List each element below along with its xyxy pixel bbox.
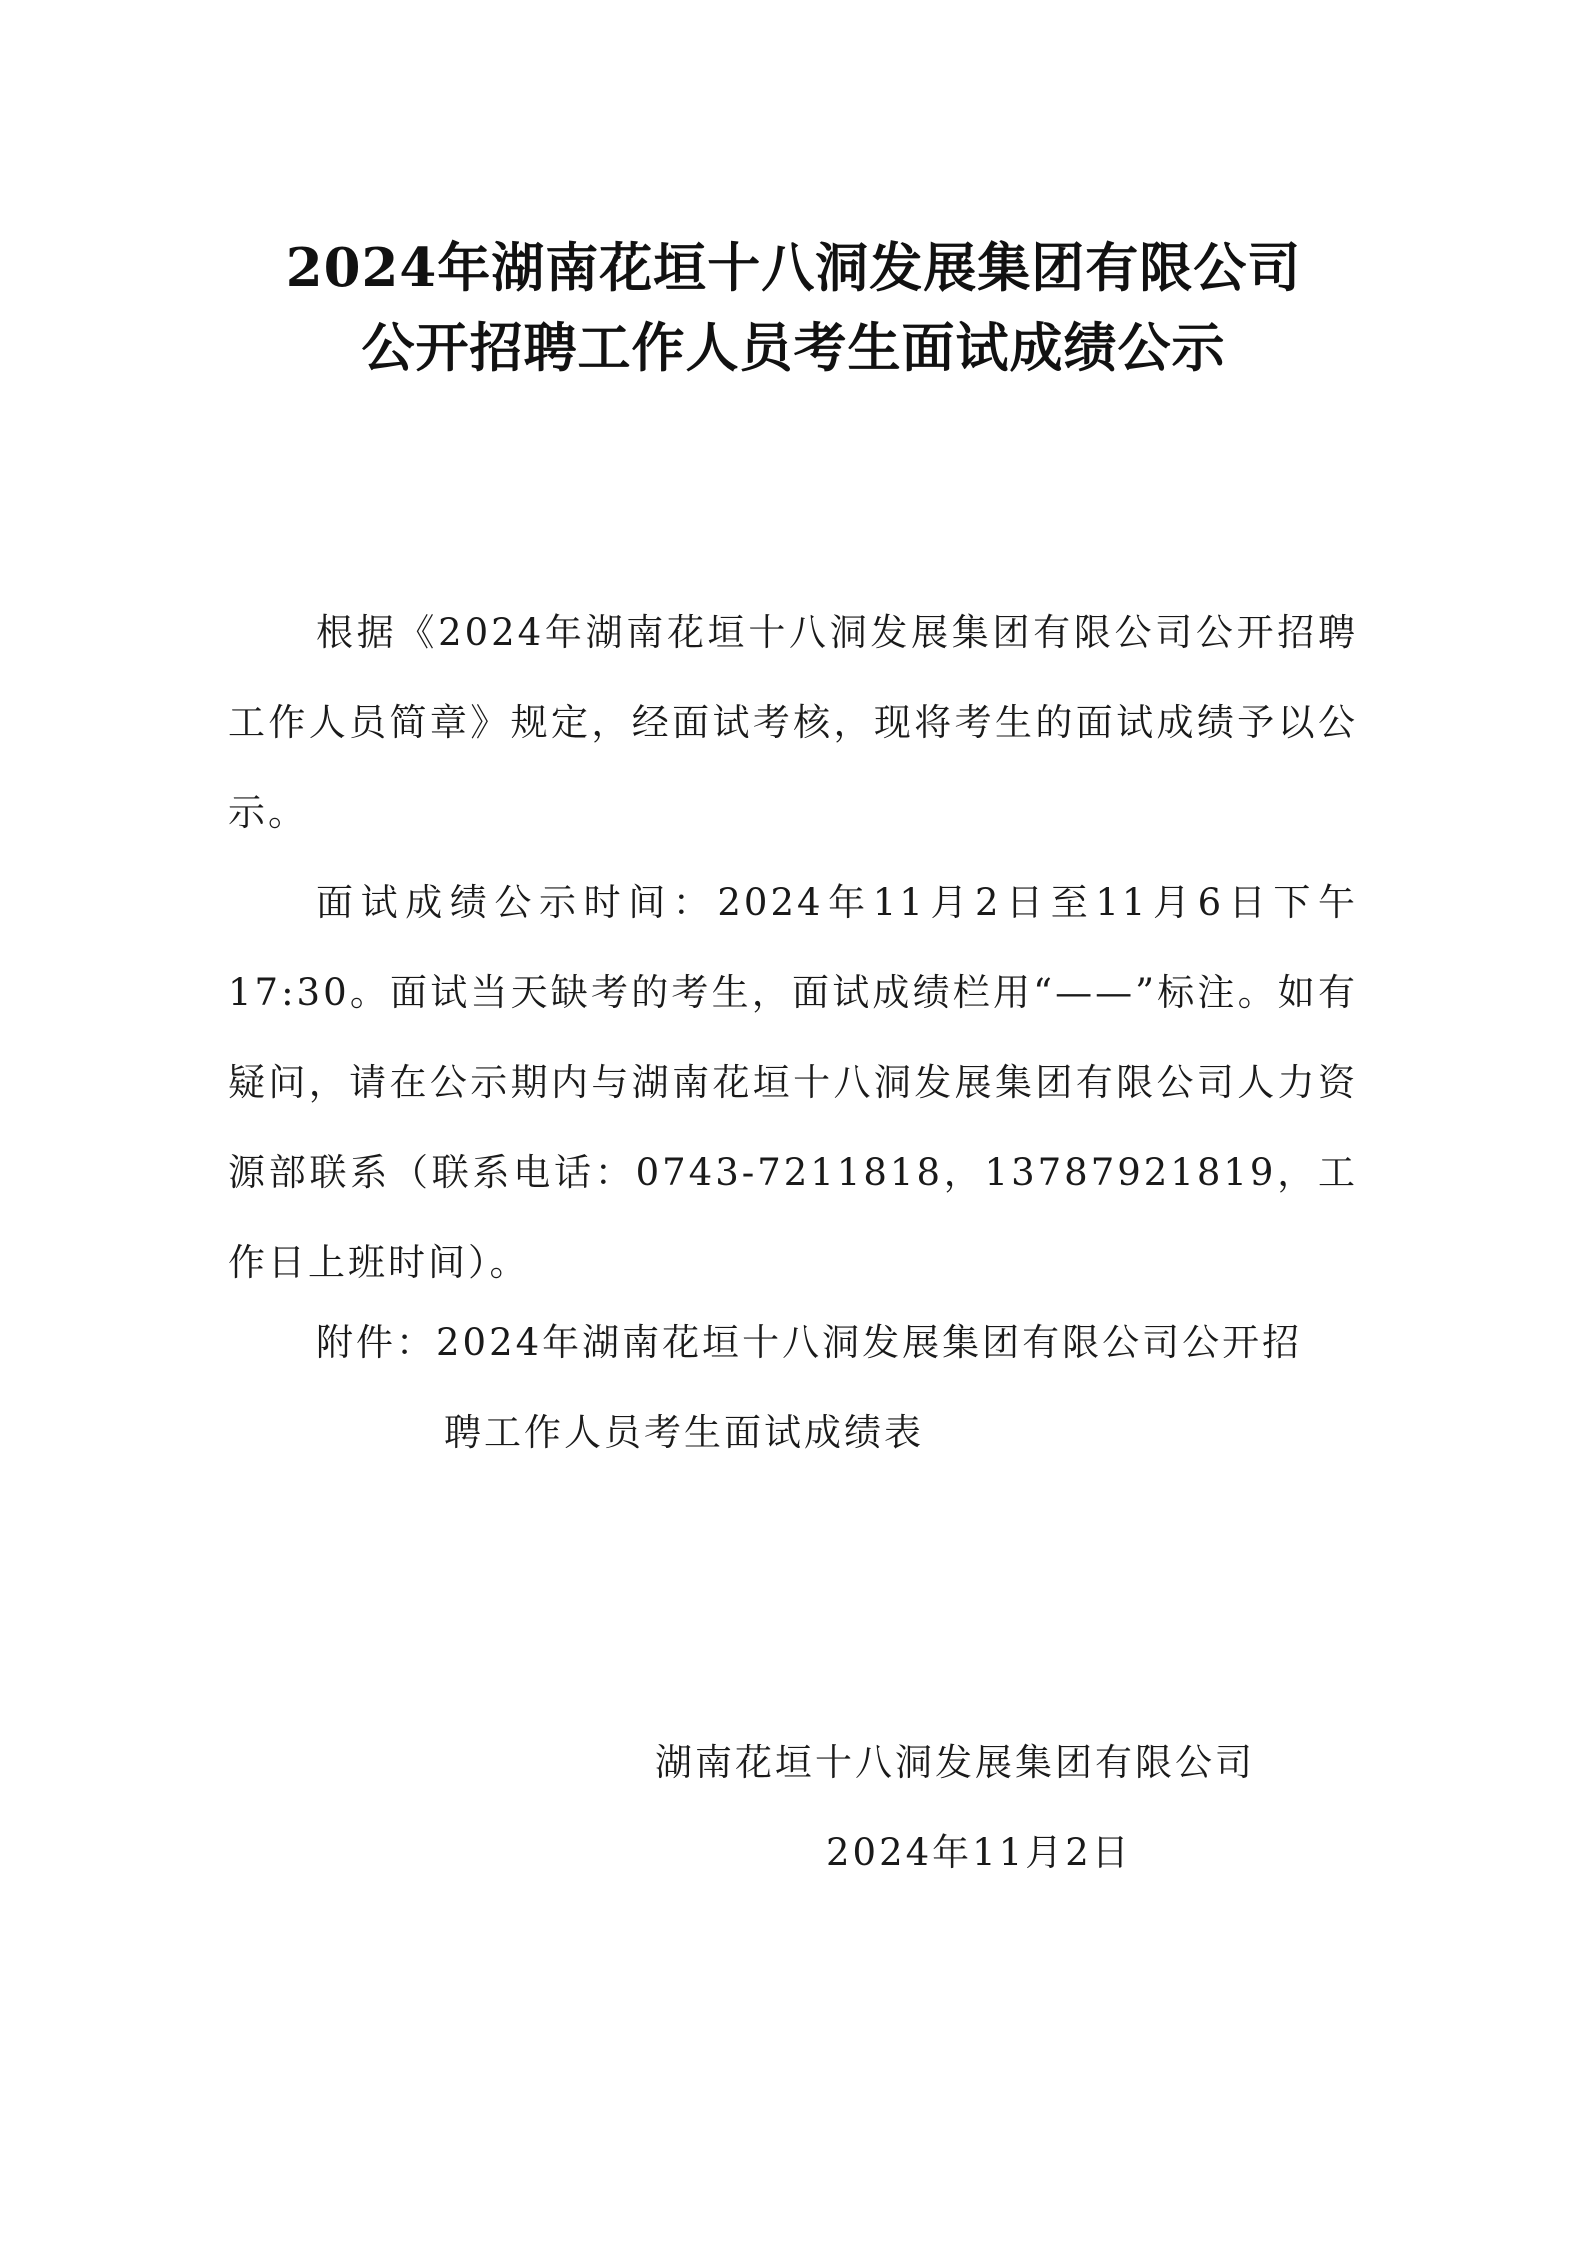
- issuer-signature: 湖南花垣十八洞发展集团有限公司: [655, 1741, 1255, 1784]
- document-title-line1: 2024年湖南花垣十八洞发展集团有限公司: [285, 237, 1302, 299]
- document-title-line2: 公开招聘工作人员考生面试成绩公示: [361, 317, 1226, 379]
- attachment-title-line1: 2024年湖南花垣十八洞发展集团有限公司公开招: [436, 1321, 1303, 1364]
- attachment-title-line2: 聘工作人员考生面试成绩表: [444, 1411, 924, 1454]
- body-paragraph-2: 面试成绩公示时间：2024年11月2日至11月6日下午17:30。面试当天缺考的考生，面试成绩栏用“——”标注。如有疑问，请在公示期内与湖南花垣十八洞发展集团有限公司人力资源部联系（联系电话：0743-7211818，13787921819，工作日上班时间）。: [228, 881, 1358, 1284]
- attachment-note: [316, 1298, 1366, 1478]
- issue-date: 2024年11月2日: [826, 1831, 1132, 1874]
- attachment-label: 附件：: [316, 1321, 436, 1364]
- body-paragraph-1: 根据《2024年湖南花垣十八洞发展集团有限公司公开招聘工作人员简章》规定，经面试考核，现将考生的面试成绩予以公示。: [228, 611, 1358, 834]
